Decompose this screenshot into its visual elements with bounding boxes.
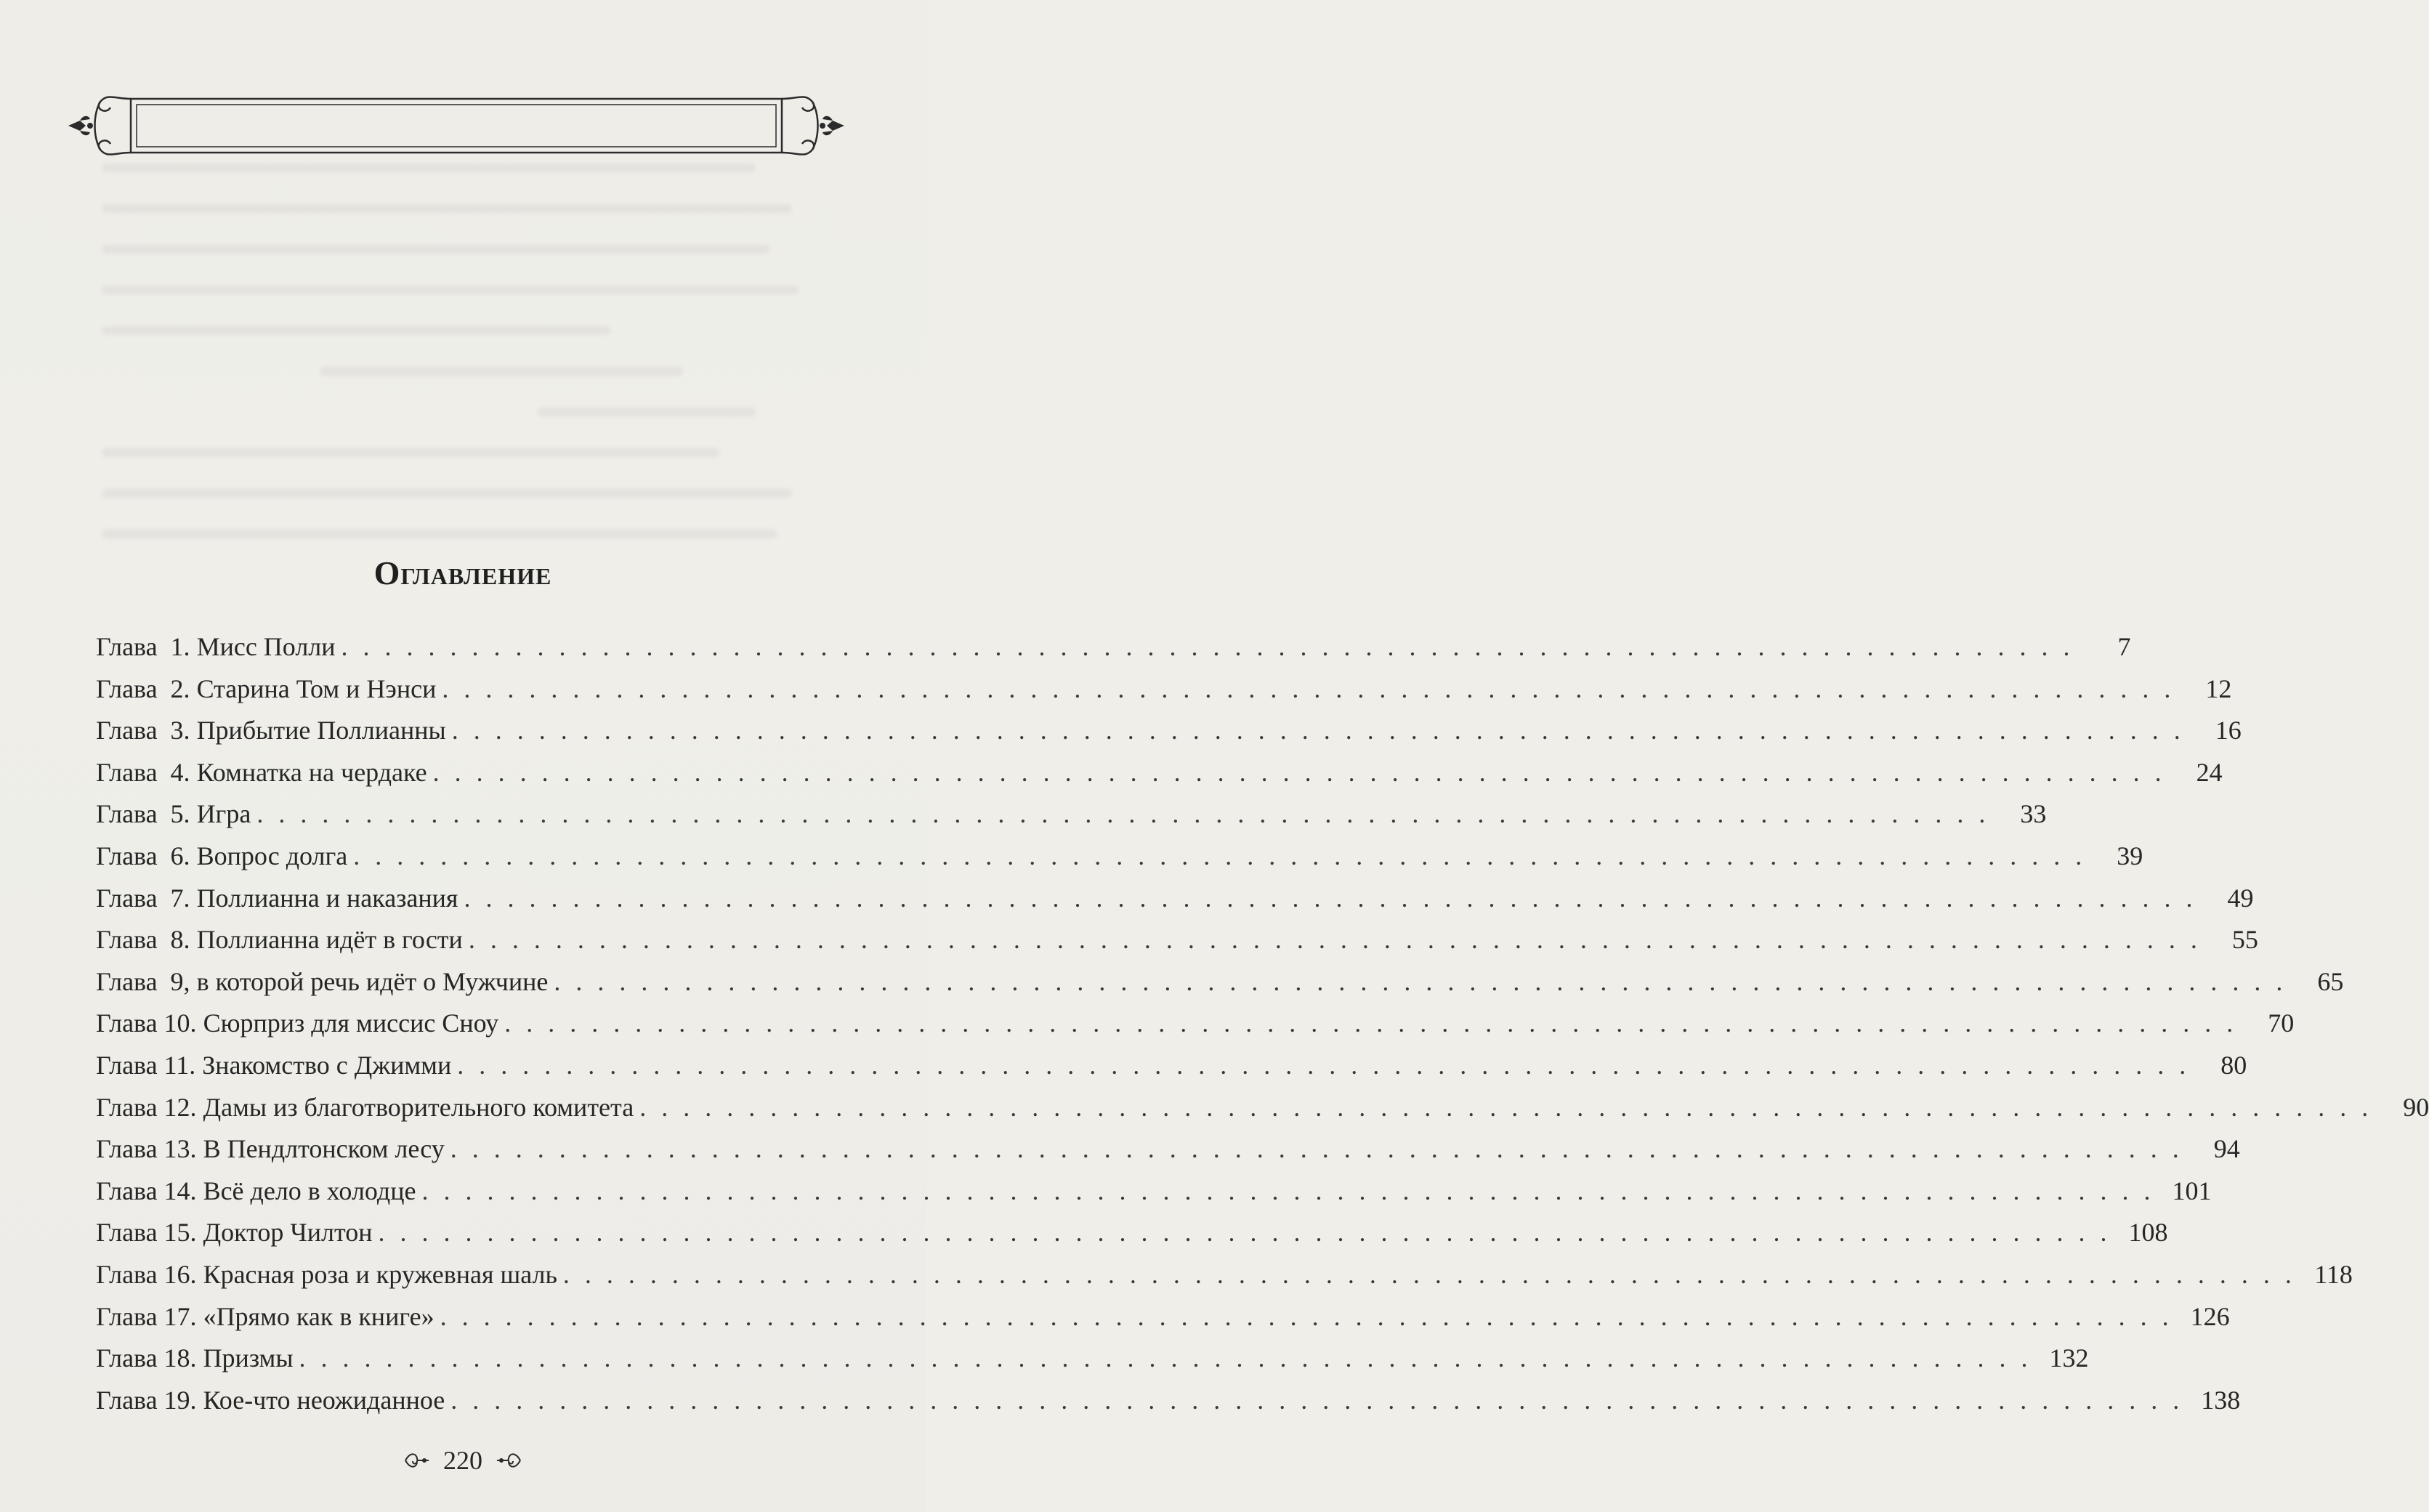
chapter-label: Глава 14. xyxy=(96,1176,197,1205)
dot-leader: . . . . . . . . . . . . . . . . . . . . . . . . . . . . . . . . . . . . . . . . . . . . . . . . . . . . . . . . . . . . . . . . . . . . . . . . . . . . . . . . xyxy=(468,925,2202,955)
toc-entry xyxy=(96,1296,2230,1338)
chapter-label: Глава 17. xyxy=(96,1301,197,1331)
dot-leader: . . . . . . . . . . . . . . . . . . . . . . . . . . . . . . . . . . . . . . . . . . . . . . . . . . . . . . . . . . . . . . . . . . . . . . . . . . . . . . . . xyxy=(299,1343,2032,1373)
chapter-title: Красная роза и кружевная шаль xyxy=(203,1259,557,1289)
toc-entry xyxy=(96,878,2254,920)
chapter-label: Глава 10. xyxy=(96,1008,197,1038)
page-ref: 108 xyxy=(2128,1218,2168,1248)
chapter-label: Глава 2. xyxy=(96,674,190,703)
header-ornament-frame xyxy=(64,86,849,166)
toc-entry xyxy=(96,1045,2247,1087)
chapter-label: Глава 7. xyxy=(96,883,190,913)
dot-leader: . . . . . . . . . . . . . . . . . . . . . . . . . . . . . . . . . . . . . . . . . . . . . . . . . . . . . . . . . . . . . . . . . . . . . . . . . . . . . . . . xyxy=(554,966,2287,996)
chapter-label: Глава 13. xyxy=(96,1134,197,1164)
dot-leader: . . . . . . . . . . . . . . . . . . . . . . . . . . . . . . . . . . . . . . . . . . . . . . . . . . . . . . . . . . . . . . . . . . . . . . . . . . . . . . . . xyxy=(442,674,2175,703)
chapter-label: Глава 1. xyxy=(96,632,190,661)
page-ref: 132 xyxy=(2049,1343,2089,1373)
chapter-label: Глава 16. xyxy=(96,1259,197,1289)
page-ref: 33 xyxy=(2020,799,2047,829)
chapter-title: Всё дело в холодце xyxy=(203,1176,416,1205)
dot-leader: . . . . . . . . . . . . . . . . . . . . . . . . . . . . . . . . . . . . . . . . . . . . . . . . . . . . . . . . . . . . . . . . . . . . . . . . . . . . . . . . xyxy=(504,1008,2238,1038)
dot-leader: . . . . . . . . . . . . . . . . . . . . . . . . . . . . . . . . . . . . . . . . . . . . . . . . . . . . . . . . . . . . . . . . . . . . . . . . . . . . . . . . xyxy=(457,1050,2191,1080)
dot-leader: . . . . . . . . . . . . . . . . . . . . . . . . . . . . . . . . . . . . . . . . . . . . . . . . . . . . . . . . . . . . . . . . . . . . . . . . . . . . . . . . xyxy=(256,799,1990,829)
toc-entry xyxy=(96,752,2223,794)
toc-entry xyxy=(96,919,2258,961)
chapter-title: Кое-что неожиданное xyxy=(203,1385,445,1415)
table-of-contents xyxy=(96,626,2429,1421)
fleuron-icon xyxy=(494,1450,523,1471)
page-ref: 16 xyxy=(2215,716,2242,745)
chapter-title: Старина Том и Нэнси xyxy=(196,674,437,703)
chapter-title: Поллианна и наказания xyxy=(196,883,458,913)
dot-leader: . . . . . . . . . . . . . . . . . . . . . . . . . . . . . . . . . . . . . . . . . . . . . . . . . . . . . . . . . . . . . . . . . . . . . . . . . . . . . . . . xyxy=(451,716,2185,745)
page-ref: 24 xyxy=(2196,757,2223,787)
toc-entry xyxy=(96,1128,2240,1171)
chapter-label: Глава 9, xyxy=(96,966,190,996)
page-ref: 55 xyxy=(2231,925,2258,955)
chapter-title: Комнатка на чердаке xyxy=(196,757,427,787)
dot-leader: . . . . . . . . . . . . . . . . . . . . . . . . . . . . . . . . . . . . . . . . . . . . . . . . . . . . . . . . . . . . . . . . . . . . . . . . . . . . . . . . xyxy=(562,1259,2296,1289)
page-ref: 7 xyxy=(2117,632,2131,661)
toc-entry xyxy=(96,793,2047,836)
ornament-frame-icon xyxy=(64,86,849,166)
chapter-title: Вопрос долга xyxy=(196,841,348,870)
toc-entry xyxy=(96,668,2232,711)
page-ref: 126 xyxy=(2190,1301,2230,1331)
page-ref: 90 xyxy=(2403,1092,2429,1122)
chapter-title: Сюрприз для миссис Сноу xyxy=(203,1008,499,1038)
page-ref: 70 xyxy=(2268,1008,2295,1038)
dot-leader: . . . . . . . . . . . . . . . . . . . . . . . . . . . . . . . . . . . . . . . . . . . . . . . . . . . . . . . . . . . . . . . . . . . . . . . . . . . . . . . . xyxy=(639,1092,2373,1122)
chapter-title: Призмы xyxy=(203,1343,294,1373)
chapter-label: Глава 12. xyxy=(96,1092,197,1122)
page-ref: 118 xyxy=(2314,1259,2353,1289)
toc-entry xyxy=(96,1380,2241,1422)
chapter-label: Глава 18. xyxy=(96,1343,197,1373)
chapter-label: Глава 8. xyxy=(96,925,190,955)
chapter-title: Мисс Полли xyxy=(196,632,336,661)
chapter-label: Глава 4. xyxy=(96,757,190,787)
page-ref: 12 xyxy=(2205,674,2232,703)
toc-entry xyxy=(96,836,2143,878)
toc-entry xyxy=(96,1171,2212,1213)
chapter-label: Глава 11. xyxy=(96,1050,196,1080)
chapter-title: «Прямо как в книге» xyxy=(203,1301,435,1331)
dot-leader: . . . . . . . . . . . . . . . . . . . . . . . . . . . . . . . . . . . . . . . . . . . . . . . . . . . . . . . . . . . . . . . . . . . . . . . . . . . . . . . . xyxy=(440,1301,2173,1331)
chapter-label: Глава 5. xyxy=(96,799,190,829)
toc-entry xyxy=(96,1212,2168,1254)
page-footer xyxy=(0,1442,926,1479)
chapter-title: Дамы из благотворительного комитета xyxy=(203,1092,634,1122)
toc-entry xyxy=(96,626,2131,668)
toc-entry xyxy=(96,710,2242,752)
fleuron-icon xyxy=(403,1450,432,1471)
page-ref: 94 xyxy=(2213,1134,2240,1164)
page-ref: 39 xyxy=(2117,841,2143,870)
show-through-text xyxy=(102,163,828,599)
dot-leader: . . . . . . . . . . . . . . . . . . . . . . . . . . . . . . . . . . . . . . . . . . . . . . . . . . . . . . . . . . . . . . . . . . . . . . . . . . . . . . . . xyxy=(341,632,2074,661)
dot-leader: . . . . . . . . . . . . . . . . . . . . . . . . . . . . . . . . . . . . . . . . . . . . . . . . . . . . . . . . . . . . . . . . . . . . . . . . . . . . . . . . xyxy=(450,1385,2184,1415)
page-ref: 65 xyxy=(2317,966,2344,996)
chapter-title: Прибытие Поллианны xyxy=(196,716,446,745)
toc-entry xyxy=(96,1254,2353,1296)
page-ref: 101 xyxy=(2172,1176,2212,1205)
dot-leader: . . . . . . . . . . . . . . . . . . . . . . . . . . . . . . . . . . . . . . . . . . . . . . . . . . . . . . . . . . . . . . . . . . . . . . . . . . . . . . . . xyxy=(421,1176,2155,1205)
dot-leader: . . . . . . . . . . . . . . . . . . . . . . . . . . . . . . . . . . . . . . . . . . . . . . . . . . . . . . . . . . . . . . . . . . . . . . . . . . . . . . . . xyxy=(353,841,2087,870)
chapter-label: Глава 6. xyxy=(96,841,190,870)
chapter-label: Глава 19. xyxy=(96,1385,197,1415)
toc-entry xyxy=(96,1338,2089,1380)
page-number: 220 xyxy=(443,1446,482,1475)
dot-leader: . . . . . . . . . . . . . . . . . . . . . . . . . . . . . . . . . . . . . . . . . . . . . . . . . . . . . . . . . . . . . . . . . . . . . . . . . . . . . . . . xyxy=(450,1134,2183,1164)
page-ref: 49 xyxy=(2227,883,2254,913)
chapter-title: Знакомство с Джимми xyxy=(202,1050,452,1080)
chapter-title: Доктор Чилтон xyxy=(203,1218,373,1248)
toc-entry xyxy=(96,961,2344,1003)
toc-heading: Оглавление xyxy=(373,554,552,591)
chapter-label: Глава 15. xyxy=(96,1218,197,1248)
chapter-title: В Пендлтонском лесу xyxy=(203,1134,445,1164)
dot-leader: . . . . . . . . . . . . . . . . . . . . . . . . . . . . . . . . . . . . . . . . . . . . . . . . . . . . . . . . . . . . . . . . . . . . . . . . . . . . . . . . xyxy=(464,883,2197,913)
chapter-label: Глава 3. xyxy=(96,716,190,745)
chapter-title: в которой речь идёт о Мужчине xyxy=(196,966,549,996)
toc-entry xyxy=(96,1087,2429,1129)
chapter-title: Поллианна идёт в гости xyxy=(196,925,463,955)
dot-leader: . . . . . . . . . . . . . . . . . . . . . . . . . . . . . . . . . . . . . . . . . . . . . . . . . . . . . . . . . . . . . . . . . . . . . . . . . . . . . . . . xyxy=(432,757,2166,787)
page-ref: 80 xyxy=(2220,1050,2247,1080)
page-ref: 138 xyxy=(2201,1385,2241,1415)
toc-entry xyxy=(96,1003,2295,1045)
chapter-title: Игра xyxy=(196,799,251,829)
dot-leader: . . . . . . . . . . . . . . . . . . . . . . . . . . . . . . . . . . . . . . . . . . . . . . . . . . . . . . . . . . . . . . . . . . . . . . . . . . . . . . . . xyxy=(378,1218,2111,1248)
